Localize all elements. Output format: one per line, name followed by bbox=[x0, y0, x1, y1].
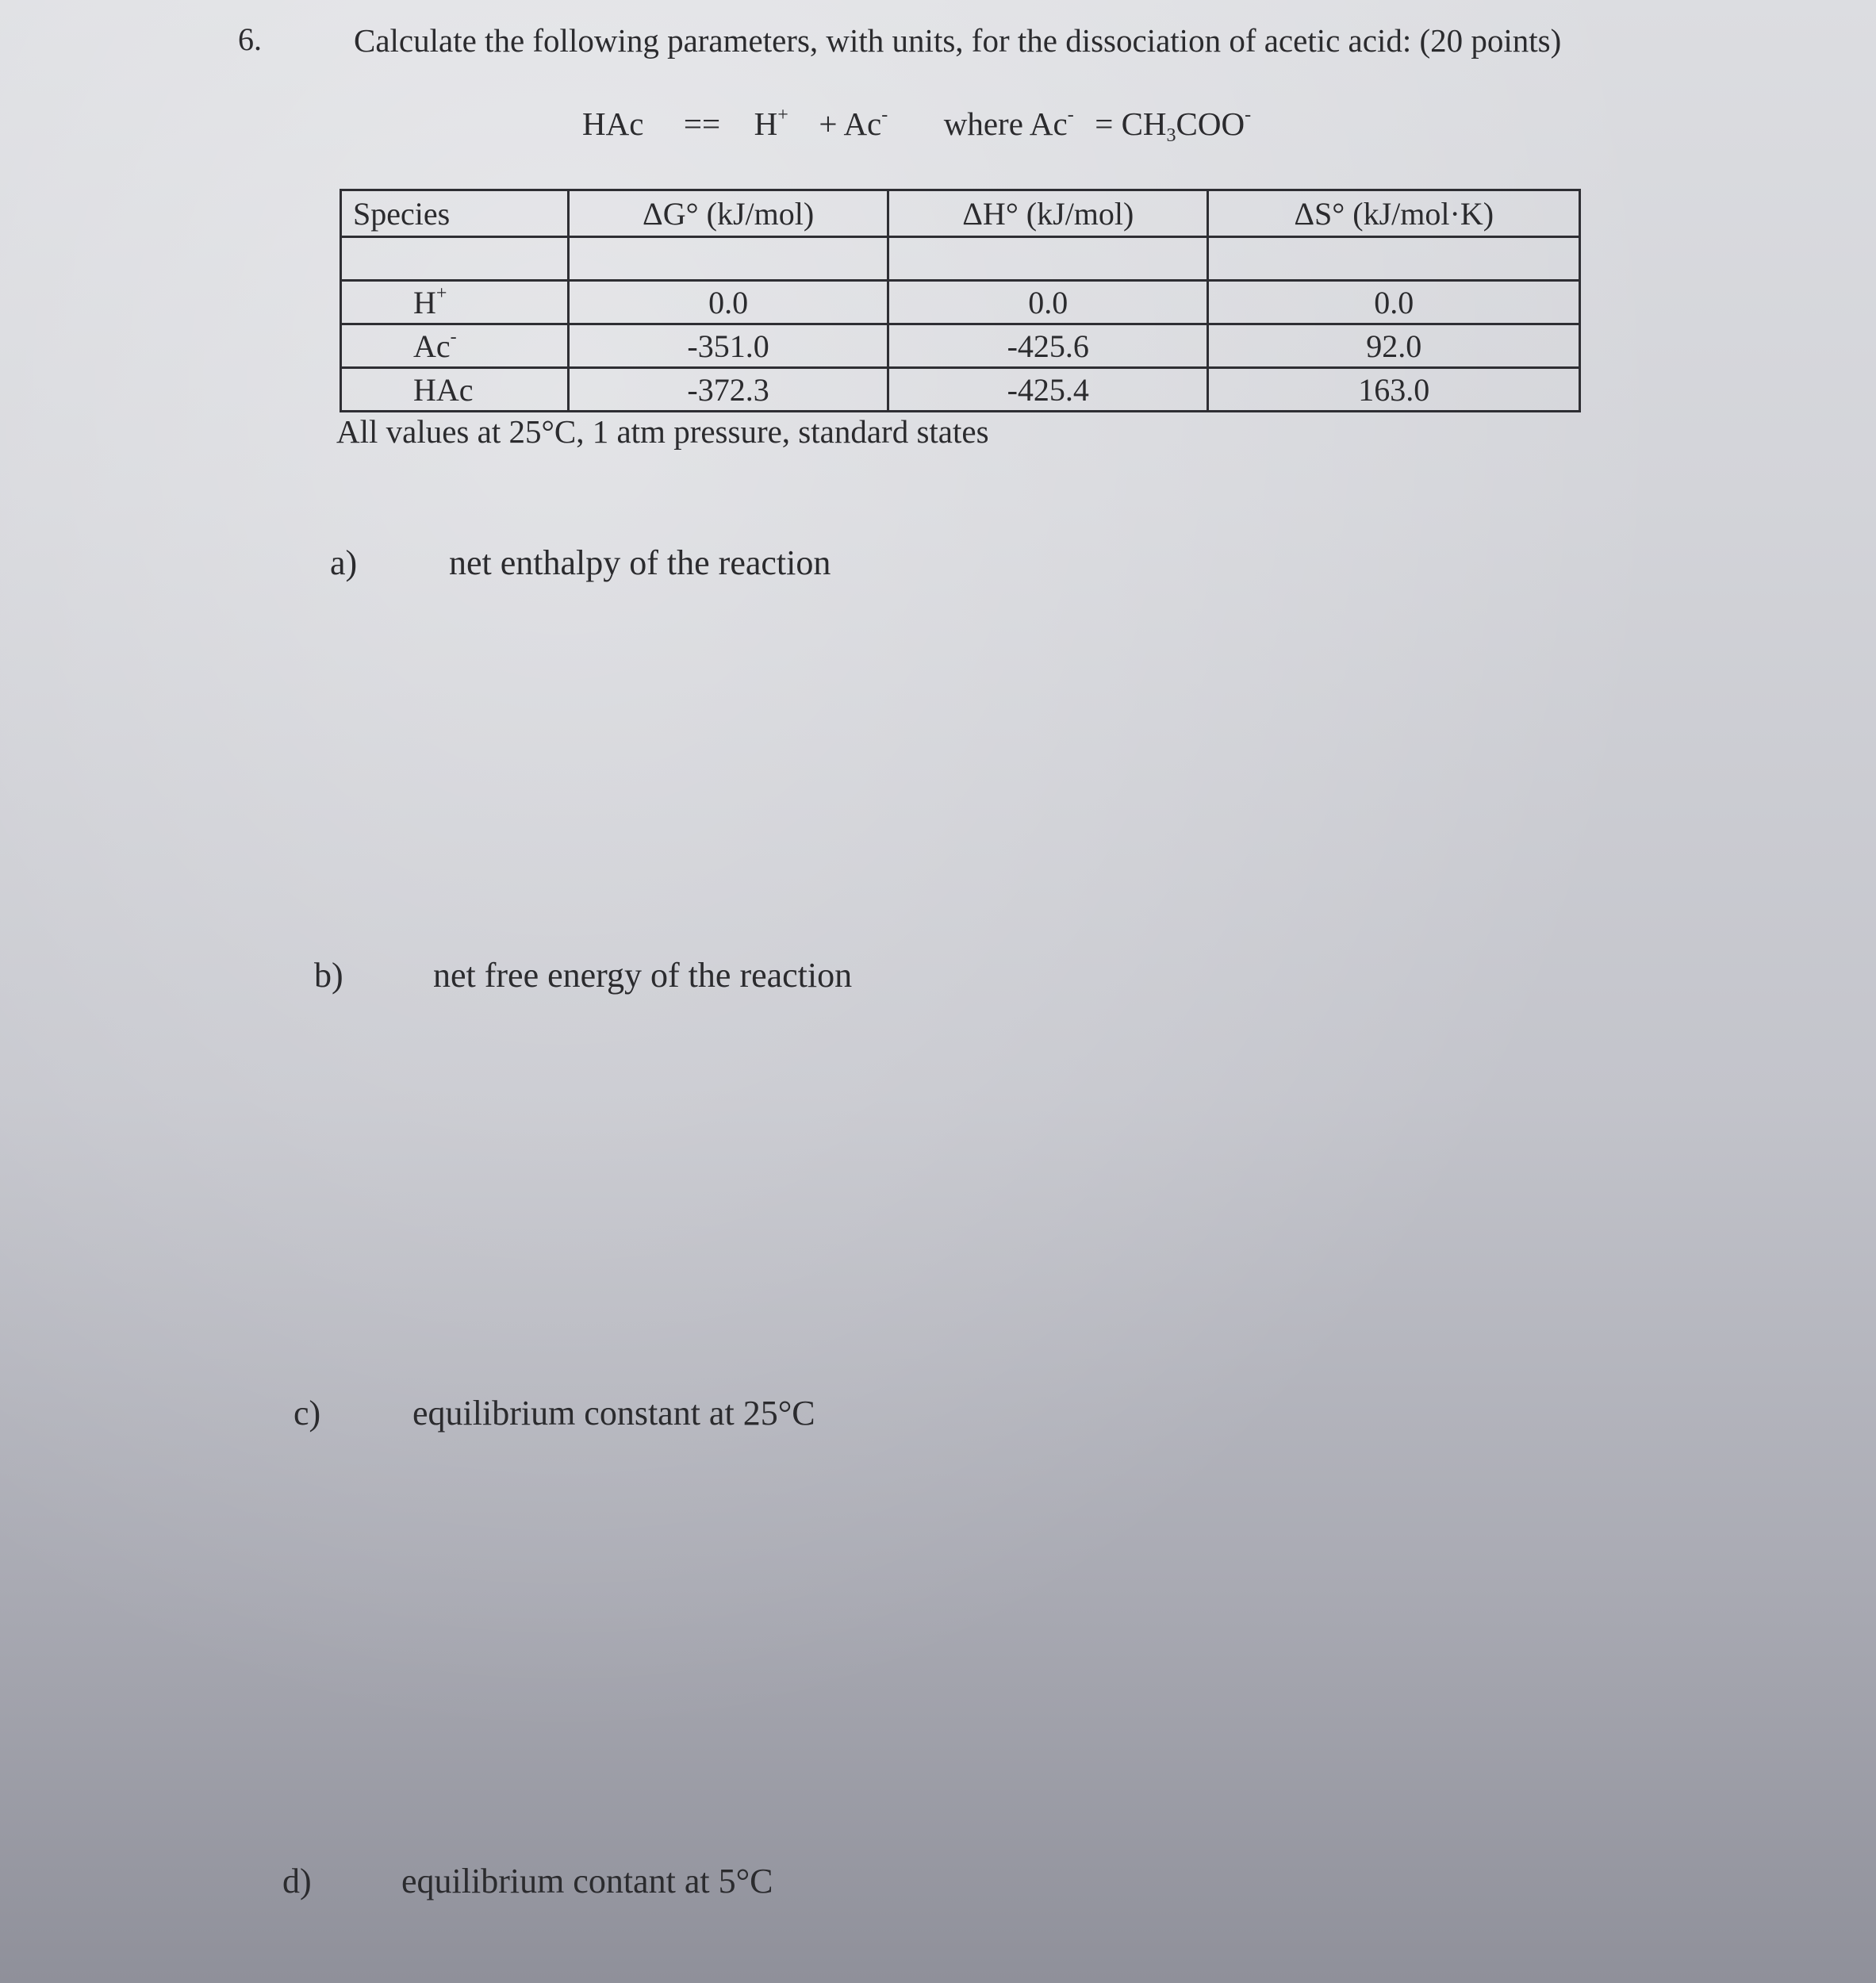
ds-cell: 163.0 bbox=[1208, 368, 1580, 412]
header-dh: ΔH° (kJ/mol) bbox=[888, 190, 1208, 237]
header-species: Species bbox=[341, 190, 569, 237]
blank-cell bbox=[569, 237, 888, 281]
part-text: equilibrium contant at 5°C bbox=[401, 1862, 773, 1901]
table-footnote: All values at 25°C, 1 atm pressure, standard states bbox=[336, 413, 989, 450]
species-cell: HAc bbox=[341, 368, 569, 412]
part-text: net enthalpy of the reaction bbox=[449, 543, 831, 582]
product-ac-charge: - bbox=[881, 105, 888, 125]
part-c bbox=[293, 1393, 815, 1433]
question-number: 6. bbox=[238, 21, 262, 57]
product-h: H bbox=[754, 105, 778, 142]
formula-subscript: 3 bbox=[1166, 125, 1176, 146]
blank-cell bbox=[888, 237, 1208, 281]
product-h-charge: + bbox=[777, 105, 788, 125]
dg-cell: -372.3 bbox=[569, 368, 888, 412]
table-row bbox=[341, 281, 1580, 324]
thermo-table bbox=[340, 189, 1581, 412]
ds-cell: 92.0 bbox=[1208, 324, 1580, 368]
dh-cell: -425.4 bbox=[888, 368, 1208, 412]
part-b bbox=[314, 955, 852, 995]
table-blank-row bbox=[341, 237, 1580, 281]
reactant: HAc bbox=[582, 105, 644, 142]
part-d bbox=[282, 1861, 773, 1901]
table-row bbox=[341, 368, 1580, 412]
part-a bbox=[330, 543, 831, 583]
dg-cell: 0.0 bbox=[569, 281, 888, 324]
formula-start: = CH bbox=[1095, 105, 1167, 142]
dh-cell: 0.0 bbox=[888, 281, 1208, 324]
where-charge: - bbox=[1067, 105, 1074, 125]
part-text: equilibrium constant at 25°C bbox=[412, 1394, 815, 1433]
table-header-row bbox=[341, 190, 1580, 237]
blank-cell bbox=[341, 237, 569, 281]
part-label: a) bbox=[330, 543, 358, 582]
part-label: c) bbox=[293, 1394, 321, 1433]
equilibrium-arrow: == bbox=[683, 105, 721, 142]
reaction-equation bbox=[582, 105, 1251, 147]
table-row bbox=[341, 324, 1580, 368]
product-ac: + Ac bbox=[819, 105, 882, 142]
ds-cell: 0.0 bbox=[1208, 281, 1580, 324]
species-cell: H+ bbox=[341, 281, 569, 324]
dg-cell: -351.0 bbox=[569, 324, 888, 368]
part-label: d) bbox=[282, 1862, 312, 1901]
header-ds: ΔS° (kJ/mol·K) bbox=[1208, 190, 1580, 237]
dh-cell: -425.6 bbox=[888, 324, 1208, 368]
part-label: b) bbox=[314, 956, 343, 995]
blank-cell bbox=[1208, 237, 1580, 281]
species-cell: Ac- bbox=[341, 324, 569, 368]
part-text: net free energy of the reaction bbox=[433, 956, 853, 995]
formula-charge: - bbox=[1245, 105, 1252, 125]
header-dg: ΔG° (kJ/mol) bbox=[569, 190, 888, 237]
question-prompt: Calculate the following parameters, with units, for the dissociation of acetic acid: (20 points) bbox=[354, 22, 1562, 59]
formula-tail: COO bbox=[1176, 105, 1245, 142]
where-clause: where Ac bbox=[943, 105, 1068, 142]
